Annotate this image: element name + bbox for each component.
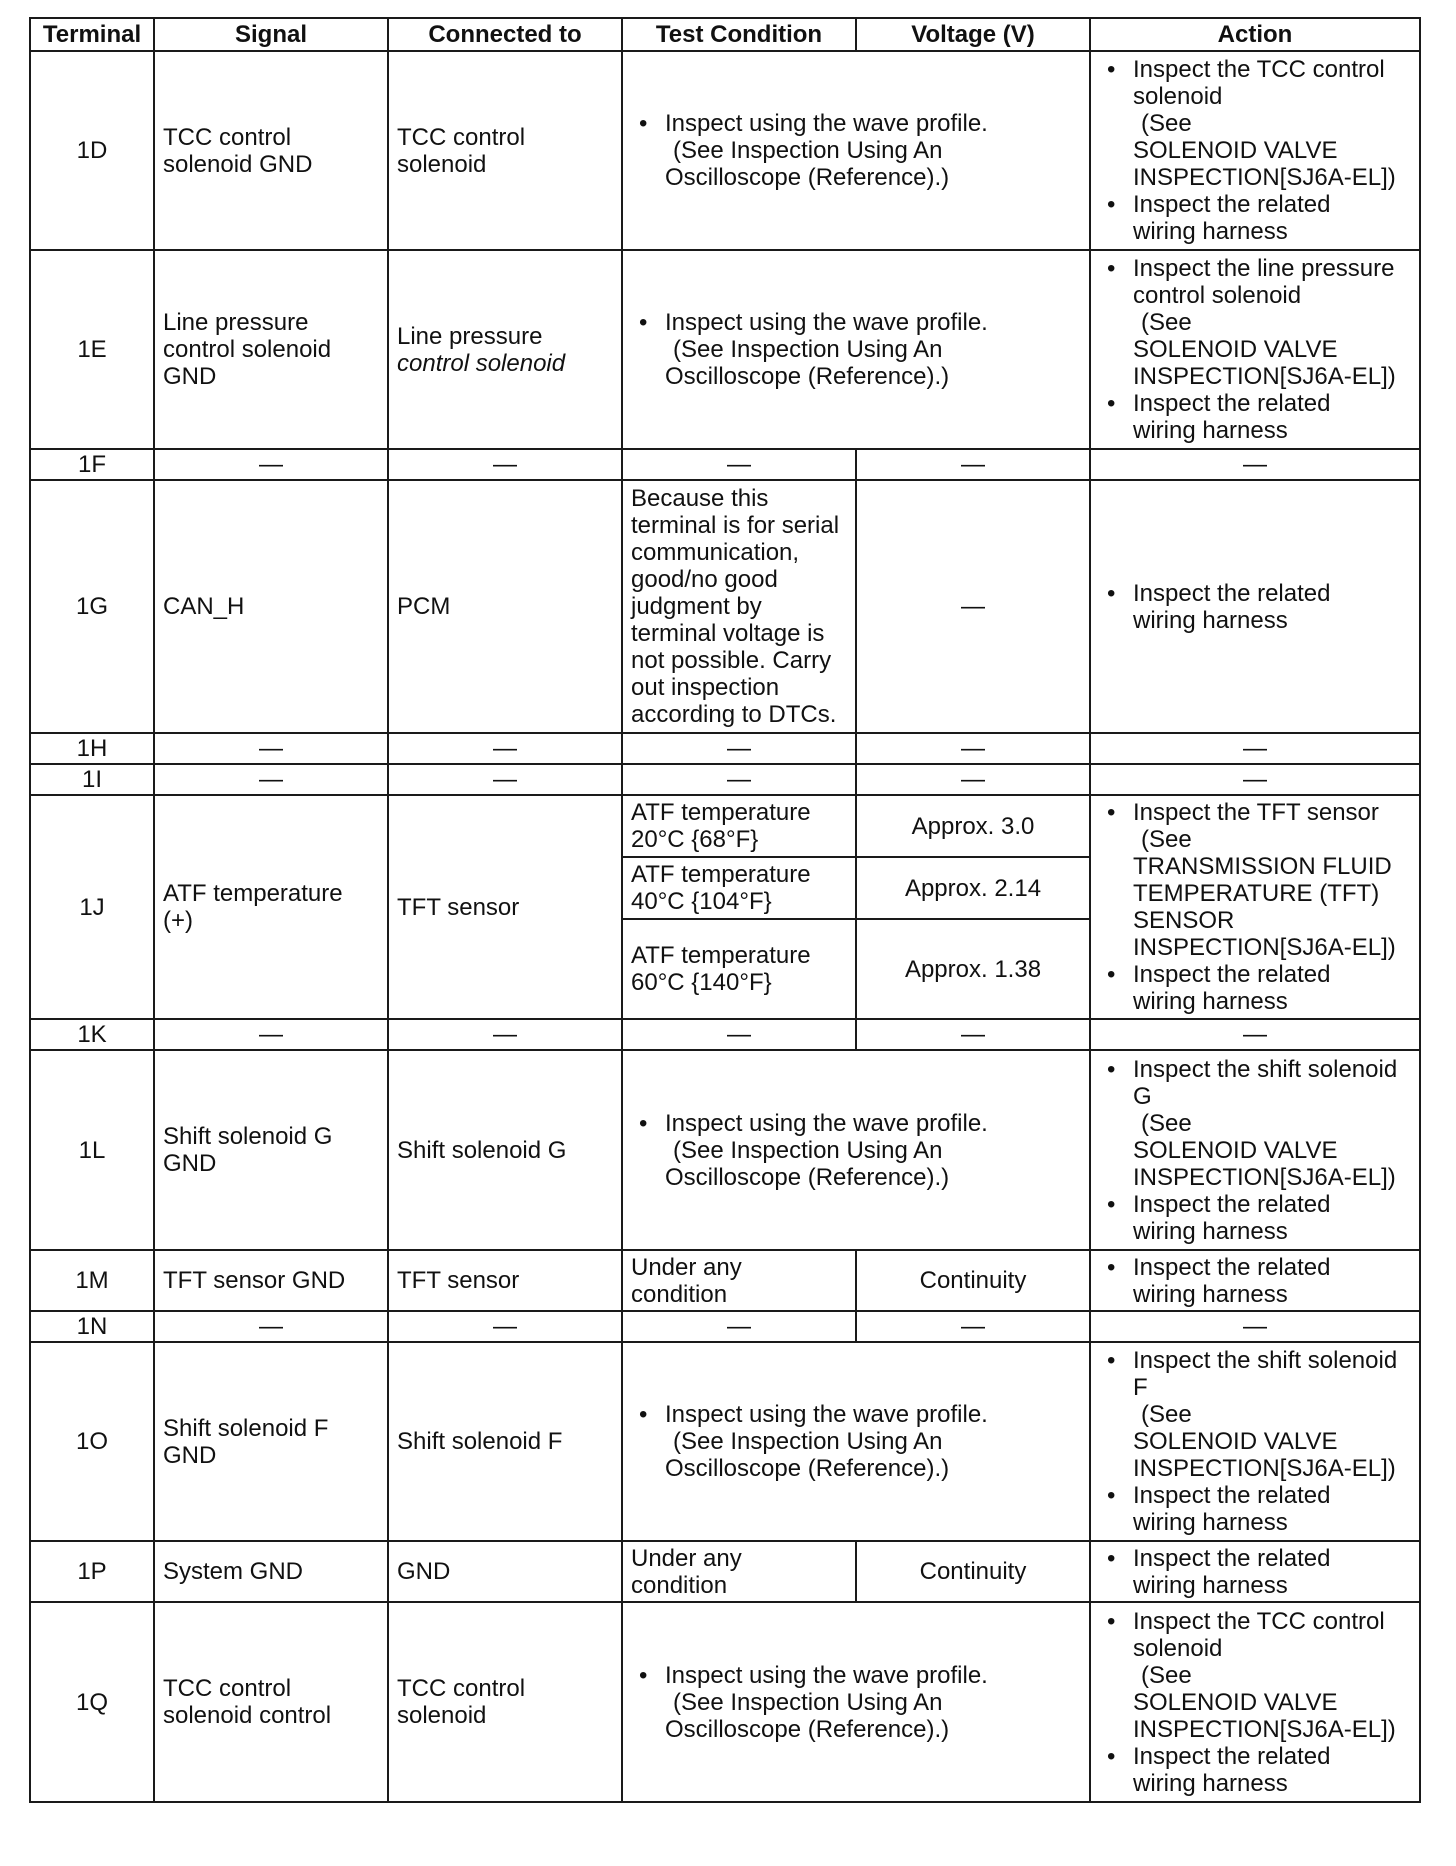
connected-to-cell: PCM (388, 480, 622, 733)
dash-cell: — (154, 1019, 388, 1050)
test-condition-cell: Under any condition (622, 1250, 856, 1311)
table-row (30, 51, 1420, 250)
dash-cell: — (856, 1019, 1090, 1050)
terminal-cell: 1M (30, 1250, 154, 1311)
voltage-cell: Continuity (856, 1541, 1090, 1602)
terminal-cell: 1Q (30, 1602, 154, 1802)
action-cell: • Inspect the line pressure control solenoid (See SOLENOID VALVE INSPECTION[SJ6A-EL]) • Inspect the related wiring harness (1090, 250, 1420, 449)
dash-cell: — (154, 764, 388, 795)
connected-to-cell: TCC control solenoid (388, 51, 622, 250)
test-condition-cell: ATF temperature 60°C {140°F} (622, 919, 856, 1019)
dash-cell: — (1090, 449, 1420, 480)
test-condition-cell: • Inspect using the wave profile. (See Inspection Using An Oscilloscope (Reference).) (622, 1050, 1090, 1250)
terminal-cell: 1E (30, 250, 154, 449)
connected-to-cell: Shift solenoid F (388, 1342, 622, 1541)
test-condition-cell: Under any condition (622, 1541, 856, 1602)
connected-to-cell: TCC control solenoid (388, 1602, 622, 1802)
connected-to-cell: Shift solenoid G (388, 1050, 622, 1250)
header-row (30, 18, 1420, 51)
action-cell: • Inspect the related wiring harness (1090, 1541, 1420, 1602)
terminal-cell: 1G (30, 480, 154, 733)
test-condition-cell: Because this terminal is for serial communication, good/no good judgment by terminal voltage is not possible. Carry out inspection according to DTCs. (622, 480, 856, 733)
header-terminal: Terminal (30, 18, 154, 51)
voltage-cell: Approx. 1.38 (856, 919, 1090, 1019)
action-cell: • Inspect the TCC control solenoid (See SOLENOID VALVE INSPECTION[SJ6A-EL]) • Inspect the related wiring harness (1090, 1602, 1420, 1802)
dash-cell: — (388, 1311, 622, 1342)
dash-cell: — (388, 733, 622, 764)
table-row (30, 1019, 1420, 1050)
test-condition-cell: ATF temperature 40°C {104°F} (622, 857, 856, 919)
dash-cell: — (622, 764, 856, 795)
voltage-cell: Approx. 3.0 (856, 795, 1090, 857)
header-action: Action (1090, 18, 1420, 51)
table-row (30, 1250, 1420, 1311)
table-row (30, 1602, 1420, 1802)
dash-cell: — (622, 1019, 856, 1050)
dash-cell: — (154, 1311, 388, 1342)
test-condition-cell: ATF temperature 20°C {68°F} (622, 795, 856, 857)
signal-cell: TCC control solenoid control (154, 1602, 388, 1802)
dash-cell: — (388, 1019, 622, 1050)
table-row (30, 733, 1420, 764)
dash-cell: — (388, 764, 622, 795)
voltage-cell: Continuity (856, 1250, 1090, 1311)
terminal-cell: 1F (30, 449, 154, 480)
connected-to-cell: Line pressure control solenoid (388, 250, 622, 449)
action-cell: • Inspect the shift solenoid G (See SOLENOID VALVE INSPECTION[SJ6A-EL]) • Inspect the related wiring harness (1090, 1050, 1420, 1250)
dash-cell: — (154, 733, 388, 764)
signal-cell: CAN_H (154, 480, 388, 733)
dash-cell: — (1090, 1019, 1420, 1050)
dash-cell: — (856, 1311, 1090, 1342)
dash-cell: — (154, 449, 388, 480)
terminal-cell: 1L (30, 1050, 154, 1250)
terminal-cell: 1N (30, 1311, 154, 1342)
dash-cell: — (1090, 764, 1420, 795)
action-cell: • Inspect the related wiring harness (1090, 1250, 1420, 1311)
action-cell: • Inspect the shift solenoid F (See SOLENOID VALVE INSPECTION[SJ6A-EL]) • Inspect the related wiring harness (1090, 1342, 1420, 1541)
table-row (30, 795, 1420, 857)
signal-cell: Line pressure control solenoid GND (154, 250, 388, 449)
dash-cell: — (856, 733, 1090, 764)
dash-cell: — (622, 1311, 856, 1342)
action-cell: • Inspect the related wiring harness (1090, 480, 1420, 733)
signal-cell: Shift solenoid F GND (154, 1342, 388, 1541)
terminal-spec-table (29, 17, 1421, 1803)
action-cell: • Inspect the TCC control solenoid (See SOLENOID VALVE INSPECTION[SJ6A-EL]) • Inspect the related wiring harness (1090, 51, 1420, 250)
terminal-cell: 1P (30, 1541, 154, 1602)
dash-cell: — (622, 449, 856, 480)
signal-cell: Shift solenoid G GND (154, 1050, 388, 1250)
connected-to-cell: GND (388, 1541, 622, 1602)
terminal-cell: 1O (30, 1342, 154, 1541)
dash-cell: — (856, 764, 1090, 795)
test-condition-cell: • Inspect using the wave profile. (See Inspection Using An Oscilloscope (Reference).) (622, 1602, 1090, 1802)
table-row (30, 449, 1420, 480)
dash-cell: — (1090, 733, 1420, 764)
table-row (30, 250, 1420, 449)
terminal-cell: 1J (30, 795, 154, 1019)
voltage-cell: — (856, 480, 1090, 733)
dash-cell: — (856, 449, 1090, 480)
signal-cell: TCC control solenoid GND (154, 51, 388, 250)
signal-cell: System GND (154, 1541, 388, 1602)
table-row (30, 764, 1420, 795)
header-test-condition: Test Condition (622, 18, 856, 51)
connected-to-cell: TFT sensor (388, 795, 622, 1019)
dash-cell: — (1090, 1311, 1420, 1342)
header-signal: Signal (154, 18, 388, 51)
table-row (30, 1050, 1420, 1250)
connected-to-cell: TFT sensor (388, 1250, 622, 1311)
table-row (30, 480, 1420, 733)
test-condition-cell: • Inspect using the wave profile. (See Inspection Using An Oscilloscope (Reference).) (622, 250, 1090, 449)
signal-cell: ATF temperature (+) (154, 795, 388, 1019)
terminal-cell: 1H (30, 733, 154, 764)
terminal-cell: 1D (30, 51, 154, 250)
dash-cell: — (622, 733, 856, 764)
voltage-cell: Approx. 2.14 (856, 857, 1090, 919)
table-row (30, 1541, 1420, 1602)
signal-cell: TFT sensor GND (154, 1250, 388, 1311)
test-condition-cell: • Inspect using the wave profile. (See Inspection Using An Oscilloscope (Reference).) (622, 1342, 1090, 1541)
test-condition-cell: • Inspect using the wave profile. (See Inspection Using An Oscilloscope (Reference).) (622, 51, 1090, 250)
table-row (30, 1342, 1420, 1541)
dash-cell: — (388, 449, 622, 480)
terminal-cell: 1I (30, 764, 154, 795)
terminal-cell: 1K (30, 1019, 154, 1050)
table-row (30, 1311, 1420, 1342)
action-cell: • Inspect the TFT sensor (See TRANSMISSION FLUID TEMPERATURE (TFT) SENSOR INSPECTION[SJ6A-EL]) • Inspect the related wiring harness (1090, 795, 1420, 1019)
header-connected-to: Connected to (388, 18, 622, 51)
header-voltage: Voltage (V) (856, 18, 1090, 51)
